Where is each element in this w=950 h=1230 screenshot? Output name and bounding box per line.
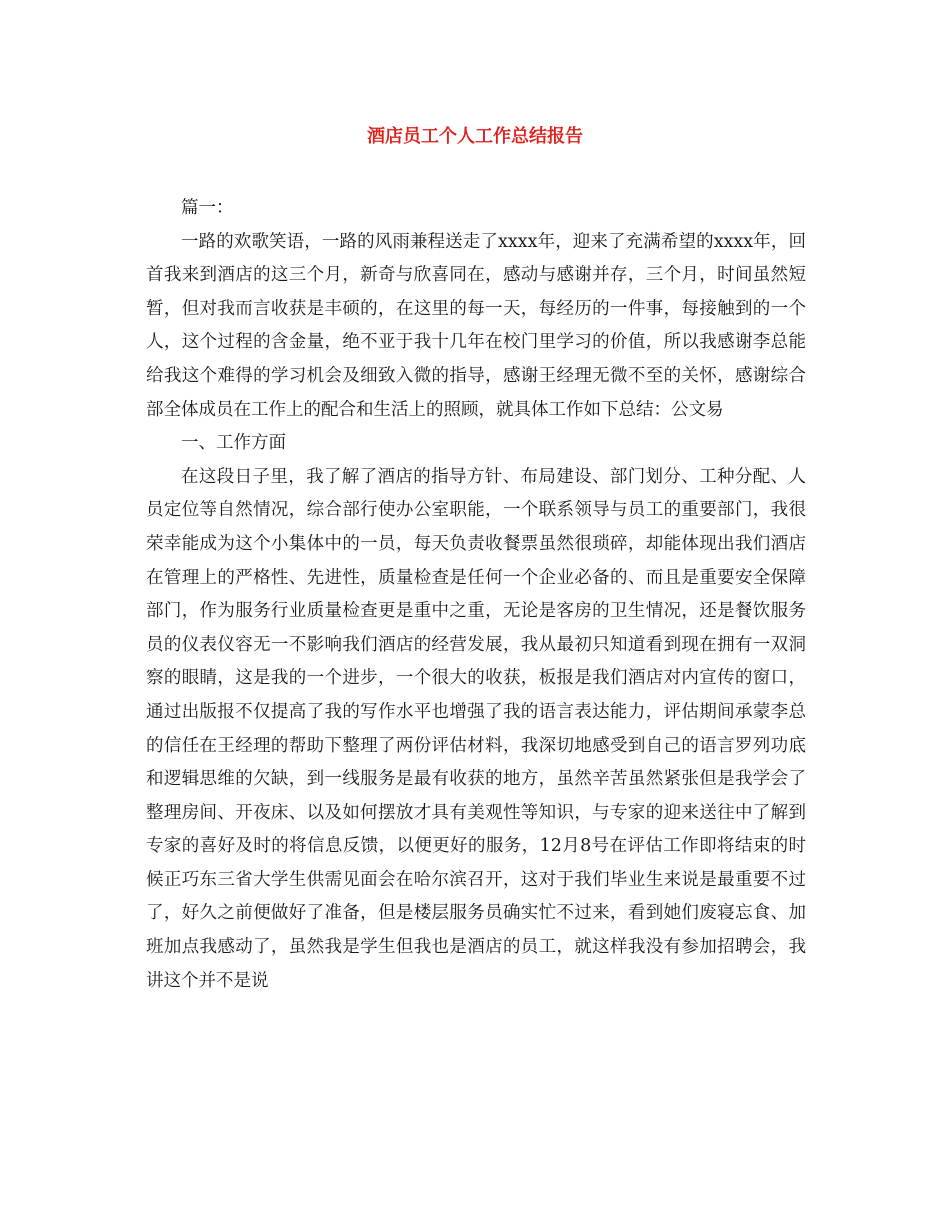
intro-paragraph: 一路的欢歌笑语，一路的风雨兼程送走了xxxx年，迎来了充满希望的xxxx年，回首我来到酒店的这三个月，新奇与欣喜同在，感动与感谢并存，三个月，时间虽然短暂，但对我而言收获是丰硕的，在这里的每一天，每经历的一件事，每接触到的一个人，这个过程的含金量，绝不亚于我十几年在校门里学习的价值，所以我感谢李总能给我这个难得的学习机会及细致入微的指导，感谢王经理无微不至的关怀，感谢综合部全体成员在工作上的配合和生活上的照顾，就具体工作如下总结：公文易 [146,231,806,420]
work-paragraph: 在这段日子里，我了解了酒店的指导方针、布局建设、部门划分、工种分配、人员定位等自然情况，综合部行使办公室职能，一个联系领导与员工的重要部门，我很荣幸能成为这个小集体中的一员，每天负责收餐票虽然很琐碎，却能体现出我们酒店在管理上的严格性、先进性，质量检查是任何一个企业必备的、而且是重要安全保障部门，作为服务行业质量检查更是重中之重，无论是客房的卫生情况，还是餐饮服务员的仪表仪容无一不影响我们酒店的经营发展，我从最初只知道看到现在拥有一双洞察的眼睛，这是我的一个进步，一个很大的收获，板报是我们酒店对内宣传的窗口，通过出版报不仅提高了我的写作水平也增强了我的语言表达能力，评估期间承蒙李总的信任在王经理的帮助下整理了两份评估材料，我深切地感受到自己的语言罗列功底和逻辑思维的欠缺，到一线服务是最有收获的地方，虽然辛苦虽然紧张但是我学会了整理房间、开夜床、以及如何摆放才具有美观性等知识，与专家的迎来送往中了解到专家的喜好及时的将信息反馈，以便更好的服务，12月8号在评估工作即将结束的时候正巧东三省大学生供需见面会在哈尔滨召开，这对于我们毕业生来说是最重要不过了，好久之前便做好了准备，但是楼层服务员确实忙不过来，看到她们废寝忘食、加班加点我感动了，虽然我是学生但我也是酒店的员工，就这样我没有参加招聘会，我讲这个并不是说 [146,466,806,991]
section-label: 篇一： [181,198,234,218]
section-heading-work: 一、工作方面 [181,433,286,454]
document-title: 酒店员工个人工作总结报告 [367,126,583,147]
document-body [146,192,806,998]
